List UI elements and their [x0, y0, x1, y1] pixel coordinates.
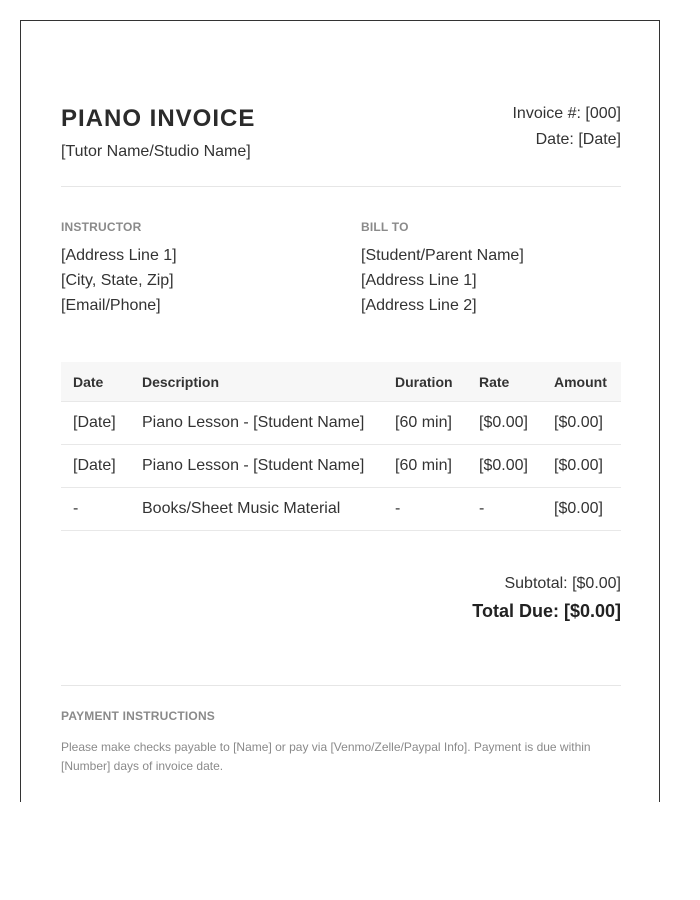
payment-instructions-text: Please make checks payable to [Name] or pay via [Venmo/Zelle/Paypal Info]. Payment is due within [Number] days of invoice date.	[61, 740, 591, 773]
bill-to-name-line: [Student/Parent Name]	[361, 247, 524, 264]
studio-name: [Tutor Name/Studio Name]	[61, 143, 251, 160]
header-divider	[61, 186, 621, 187]
invoice-number: Invoice #: [000]	[512, 105, 621, 122]
cell-amount: [$0.00]	[554, 457, 603, 474]
instructor-city-line: [City, State, Zip]	[61, 272, 174, 289]
instructor-contact-line: [Email/Phone]	[61, 297, 161, 314]
cell-rate: [$0.00]	[479, 414, 528, 431]
header-amount: Amount	[554, 374, 607, 390]
table-row	[61, 402, 621, 445]
instructor-label: INSTRUCTOR	[61, 220, 142, 234]
cell-rate: -	[479, 500, 485, 517]
instructor-section	[61, 220, 177, 318]
bill-to-address-line-2: [Address Line 2]	[361, 297, 477, 314]
payment-divider	[61, 685, 621, 686]
cell-duration: [60 min]	[395, 414, 452, 431]
payment-instructions-label: PAYMENT INSTRUCTIONS	[61, 709, 216, 723]
header-duration: Duration	[395, 374, 453, 390]
header-description: Description	[142, 374, 220, 390]
cell-rate: [$0.00]	[479, 457, 528, 474]
table-row	[61, 488, 621, 531]
cell-description: Piano Lesson - [Student Name]	[142, 414, 365, 431]
cell-description: Books/Sheet Music Material	[142, 500, 341, 517]
header-rate: Rate	[479, 374, 510, 390]
invoice-page	[20, 20, 660, 802]
bill-to-section	[361, 220, 524, 318]
table-row	[61, 445, 621, 488]
cell-amount: [$0.00]	[554, 500, 603, 517]
instructor-address-line: [Address Line 1]	[61, 247, 177, 264]
cell-amount: [$0.00]	[554, 414, 603, 431]
invoice-date: Date: [Date]	[535, 131, 621, 148]
total-due: Total Due: [$0.00]	[472, 601, 621, 621]
bill-to-address-line-1: [Address Line 1]	[361, 272, 477, 289]
cell-duration: -	[395, 500, 401, 517]
header-date: Date	[73, 374, 104, 390]
cell-description: Piano Lesson - [Student Name]	[142, 457, 365, 474]
table-header	[61, 362, 621, 402]
cell-date: [Date]	[73, 414, 116, 431]
invoice-title: PIANO INVOICE	[61, 105, 256, 132]
cell-date: -	[73, 500, 79, 517]
bill-to-label: BILL TO	[361, 220, 409, 234]
subtotal: Subtotal: [$0.00]	[504, 575, 621, 592]
cell-date: [Date]	[73, 457, 116, 474]
cell-duration: [60 min]	[395, 457, 452, 474]
